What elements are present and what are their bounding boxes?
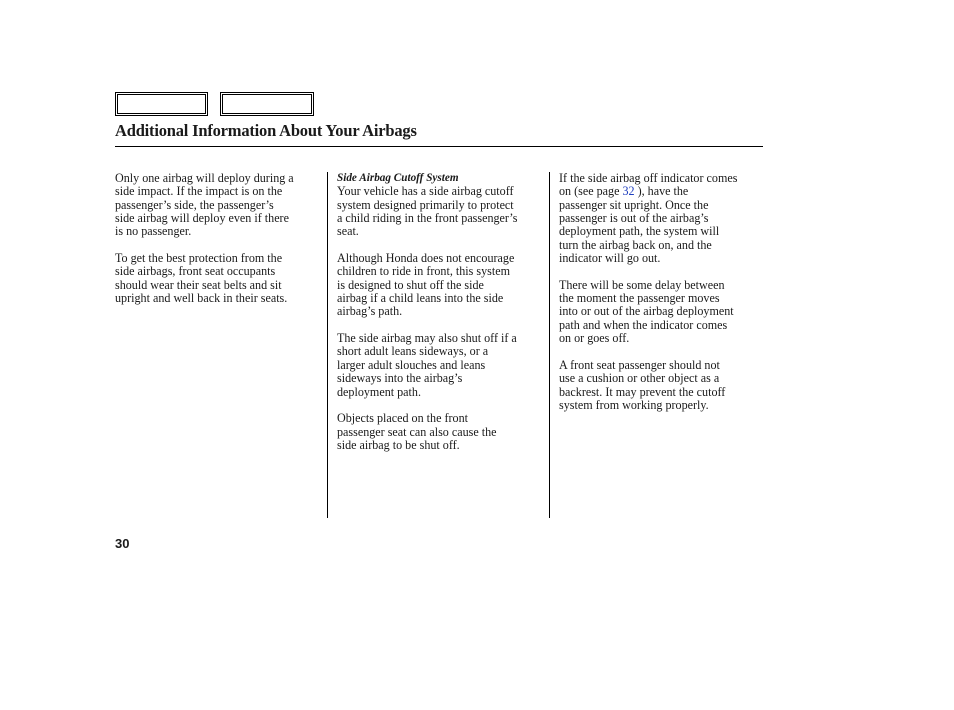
subheading: Side Airbag Cutoff System <box>337 172 459 184</box>
paragraph <box>115 172 294 239</box>
column-3 <box>559 172 737 426</box>
text-line: side airbags, front seat occupants <box>115 264 276 279</box>
page-number: 30 <box>115 536 130 551</box>
text-line: larger adult slouches and leans <box>337 357 486 372</box>
text-line: If the side airbag off indicator comes <box>559 171 738 185</box>
text-line: backrest. It may prevent the cutoff <box>559 384 726 399</box>
text-line: system from working properly. <box>559 397 709 412</box>
text-line: short adult leans sideways, or a <box>337 344 489 359</box>
text-line: upright and well back in their seats. <box>115 291 288 306</box>
text-line: system designed primarily to protect <box>337 197 514 212</box>
text-line: should wear their seat belts and sit <box>115 277 282 292</box>
text-line: passenger seat can also cause the <box>337 424 497 439</box>
text-line <box>559 185 737 198</box>
text-line: deployment path. <box>337 384 421 399</box>
text-line: A front seat passenger should not <box>559 357 720 372</box>
text-line: seat. <box>337 224 359 239</box>
text-line: airbag if a child leans into the side <box>337 291 504 306</box>
text-line: There will be some delay between <box>559 277 725 292</box>
text-line: Objects placed on the front <box>337 411 468 426</box>
text-line: side airbag to be shut off. <box>337 437 460 452</box>
paragraph <box>337 412 517 452</box>
text-line: passenger is out of the airbag’s <box>559 211 709 226</box>
text-fragment: ), have the <box>634 184 689 199</box>
text-line: Only one airbag will deploy during a <box>115 171 294 185</box>
text-line: sideways into the airbag’s <box>337 371 463 386</box>
paragraph <box>559 359 737 412</box>
text-line: indicator will go out. <box>559 251 661 266</box>
text-line: is no passenger. <box>115 224 192 239</box>
text-fragment: on (see page <box>559 184 623 199</box>
text-line: path and when the indicator comes <box>559 317 728 332</box>
page-ref-link[interactable]: 32 <box>622 184 635 199</box>
text-line: the moment the passenger moves <box>559 291 720 306</box>
text-line: passenger’s side, the passenger’s <box>115 197 274 212</box>
text-line: airbag’s path. <box>337 304 403 319</box>
text-line: a child riding in the front passenger’s <box>337 211 518 226</box>
column-1 <box>115 172 294 319</box>
text-line: The side airbag may also shut off if a <box>337 331 517 346</box>
main-menu-button[interactable] <box>115 92 208 116</box>
paragraph <box>559 172 737 265</box>
text-line: passenger sit upright. Once the <box>559 197 709 212</box>
text-line: side airbag will deploy even if there <box>115 211 289 226</box>
text-line: into or out of the airbag deployment <box>559 304 734 319</box>
paragraph <box>115 252 294 305</box>
text-line: Although Honda does not encourage <box>337 251 515 266</box>
paragraph <box>559 279 737 346</box>
text-line: is designed to shut off the side <box>337 277 484 292</box>
index-button[interactable] <box>220 92 314 116</box>
column-divider <box>549 172 550 518</box>
paragraph <box>337 332 517 399</box>
column-2 <box>337 172 517 466</box>
text-line: use a cushion or other object as a <box>559 371 720 386</box>
heading-rule <box>115 146 763 147</box>
text-line: Your vehicle has a side airbag cutoff <box>337 184 514 199</box>
text-line: on or goes off. <box>559 331 630 346</box>
text-line: deployment path, the system will <box>559 224 720 239</box>
column-divider <box>327 172 328 518</box>
paragraph <box>337 185 517 238</box>
paragraph <box>337 252 517 319</box>
text-line: turn the airbag back on, and the <box>559 237 712 252</box>
text-line: side impact. If the impact is on the <box>115 184 283 199</box>
text-line: To get the best protection from the <box>115 251 283 266</box>
text-line: children to ride in front, this system <box>337 264 510 279</box>
section-heading: Additional Information About Your Airbags <box>115 121 417 140</box>
